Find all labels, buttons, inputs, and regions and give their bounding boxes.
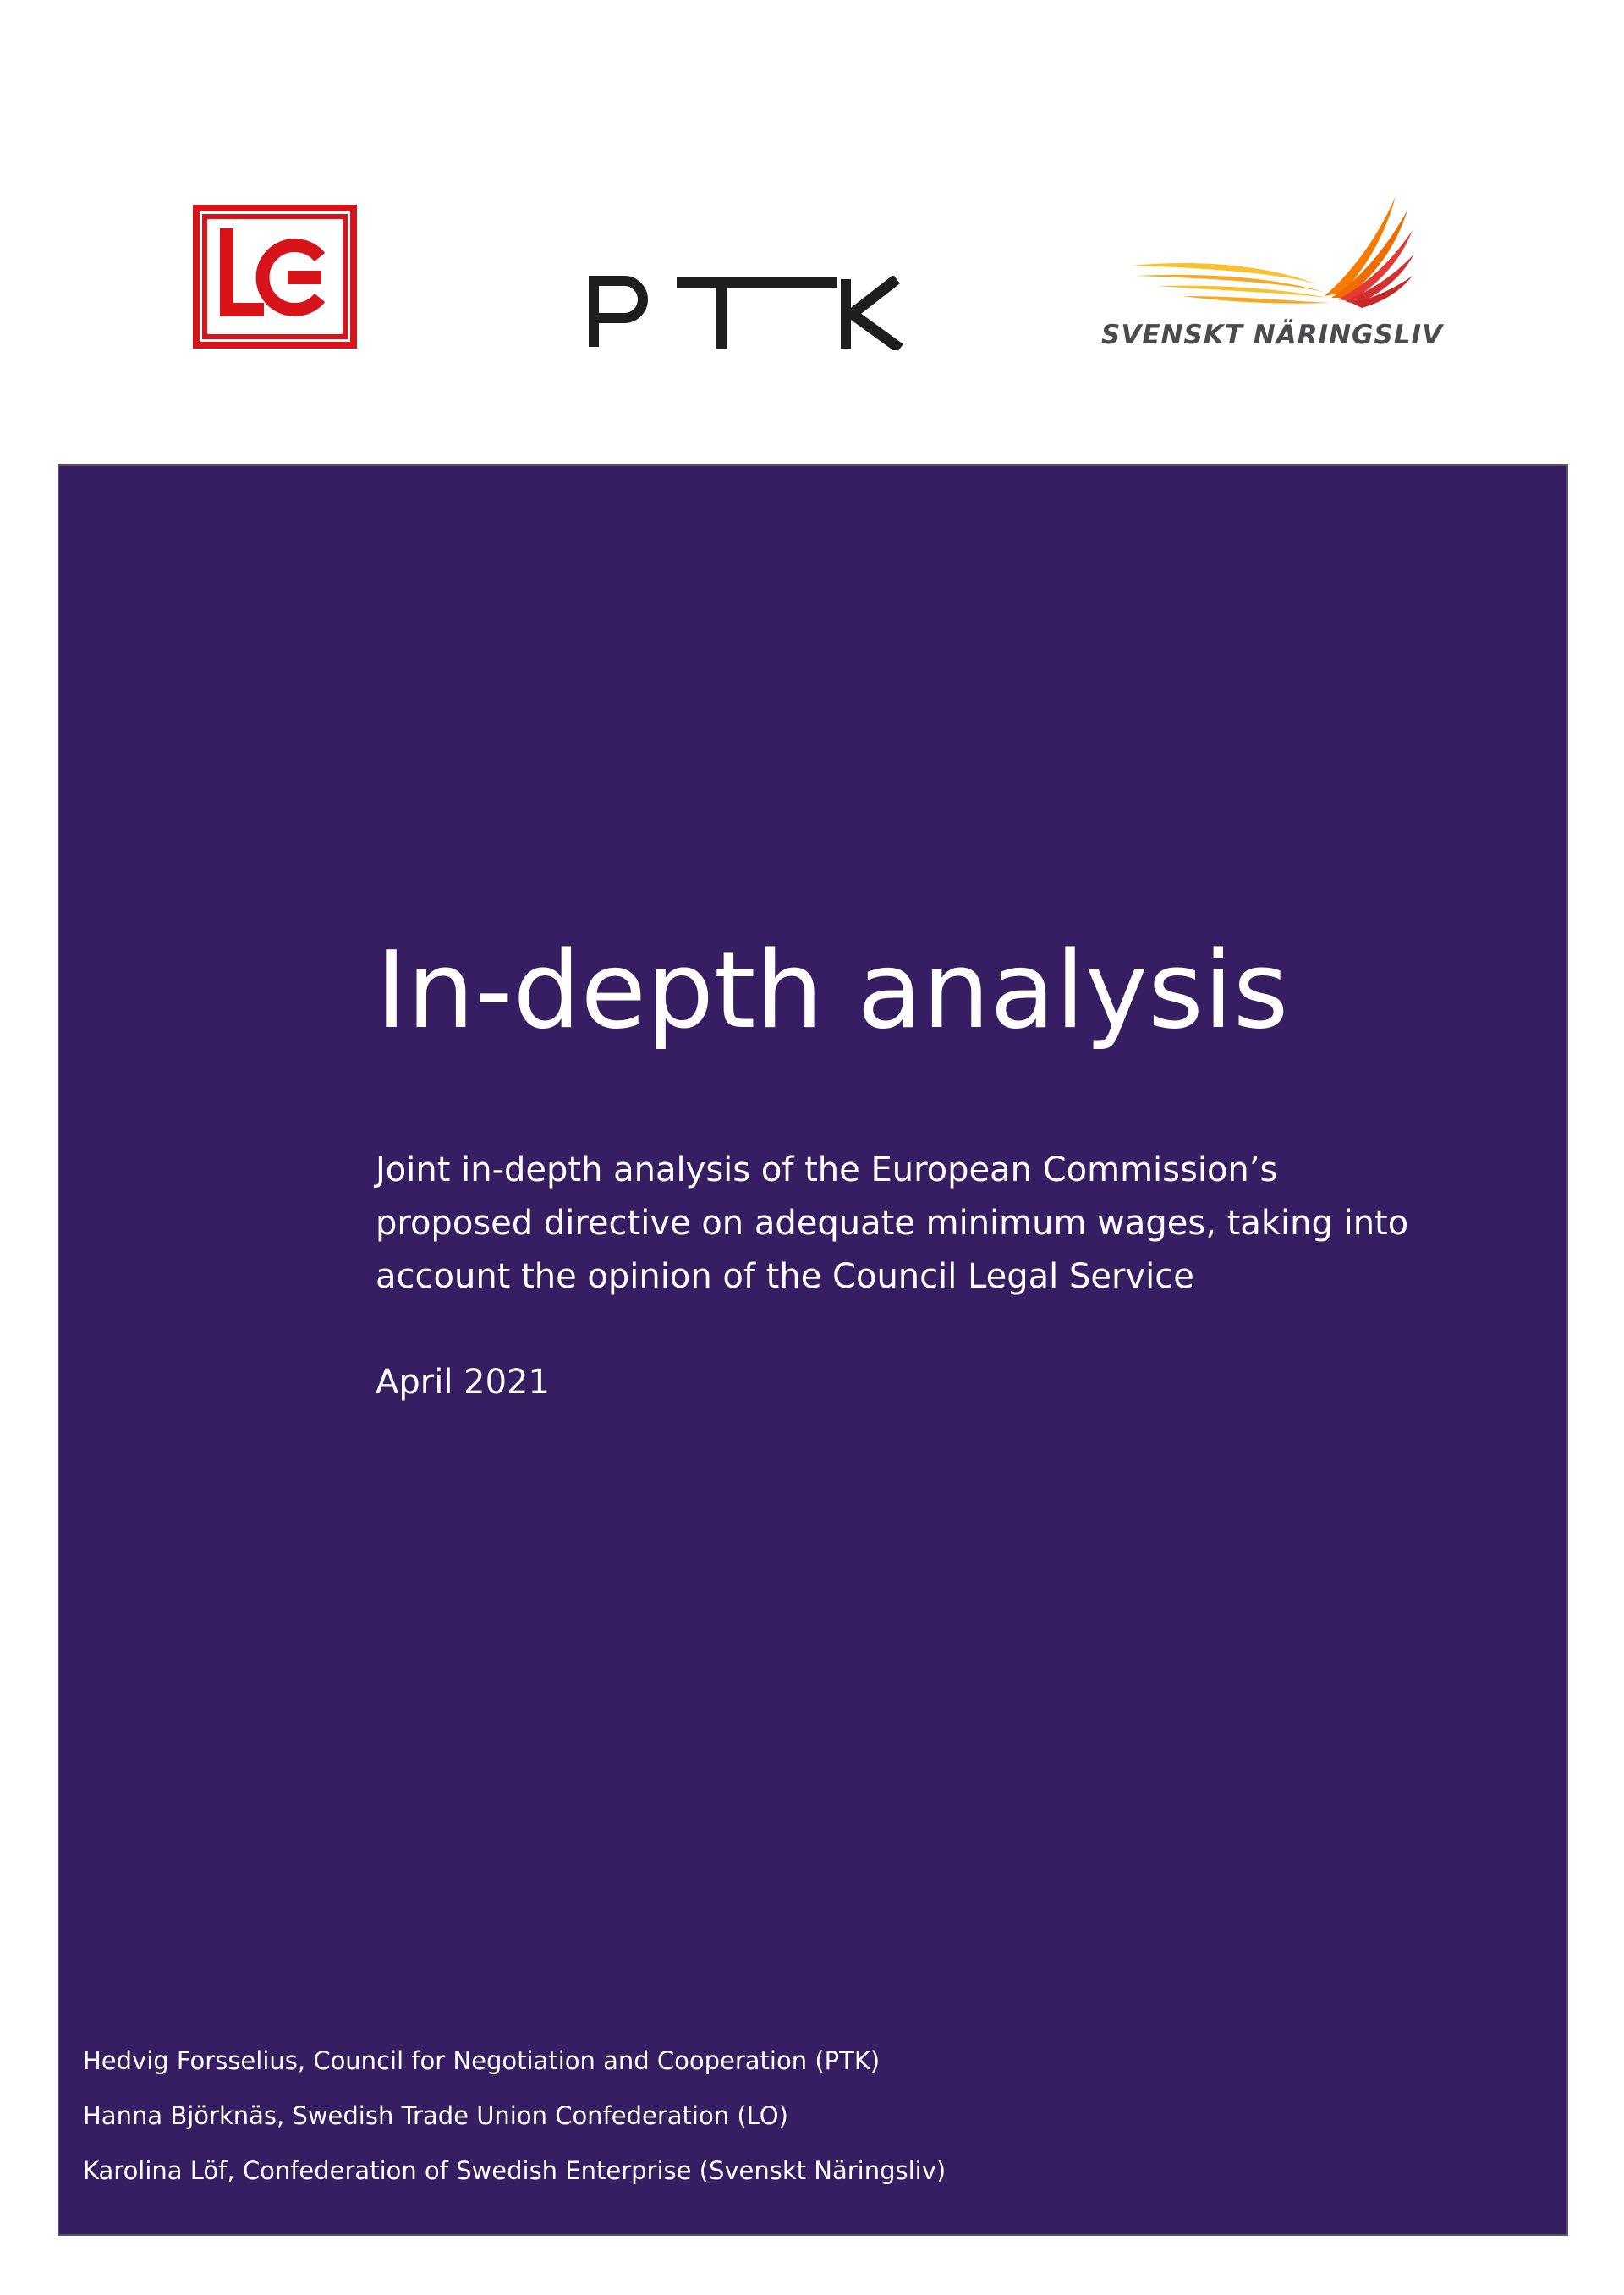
logo-bar: [0, 0, 1624, 457]
author-item: Hanna Björknäs, Swedish Trade Union Confederation (LO): [83, 2101, 788, 2130]
page-title: In-depth analysis: [376, 928, 1289, 1052]
page-subtitle: Joint in-depth analysis of the European Commission’s proposed directive on adequate minimum wages, taking into account the opinion of the Council Legal Service: [376, 1150, 1409, 1296]
cover-panel: [58, 464, 1568, 2236]
ptk-logo-icon: [587, 276, 905, 350]
lo-logo-icon: [193, 205, 357, 349]
svenskt-naringsliv-wordmark: SVENSKT NÄRINGSLIV: [1101, 320, 1444, 350]
author-item: Karolina Löf, Confederation of Swedish Enterprise (Svenskt Näringsliv): [83, 2156, 946, 2185]
author-list: [83, 2034, 946, 2199]
author-item: Hedvig Forsselius, Council for Negotiation and Cooperation (PTK): [83, 2046, 881, 2075]
publication-date: April 2021: [376, 1363, 550, 1402]
